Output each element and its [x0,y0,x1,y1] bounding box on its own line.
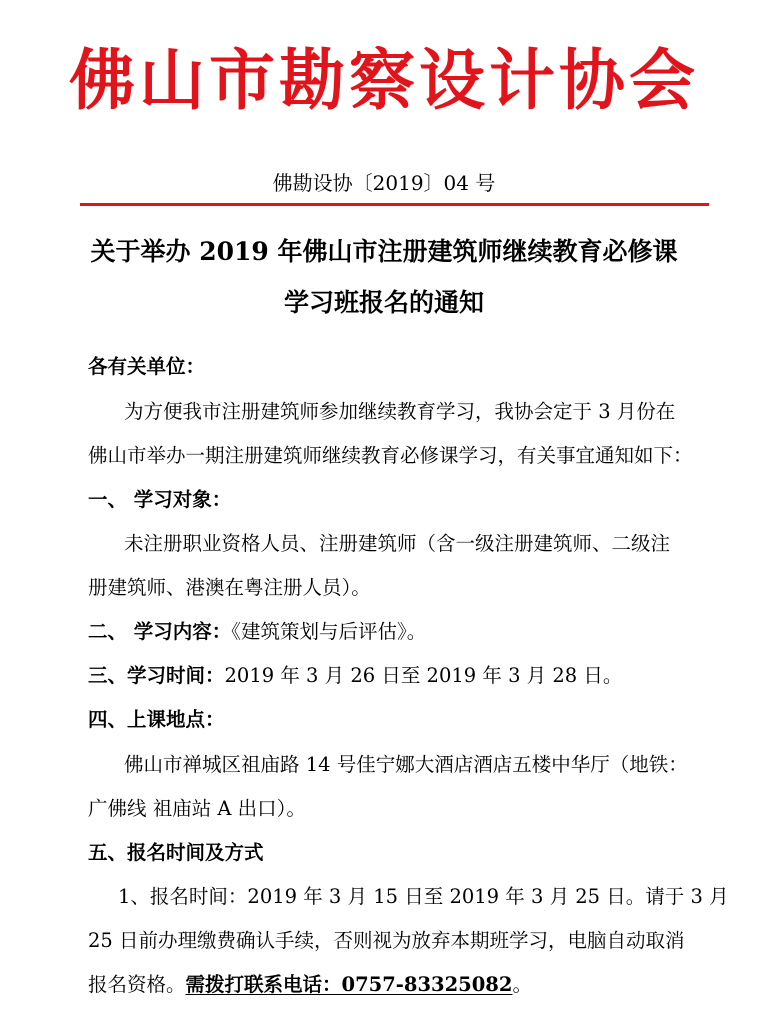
section-1-line-2: 册建筑师、港澳在粤注册人员）。 [88,576,371,599]
section-3-value: 2019 年 3 月 26 日至 2019 年 3 月 28 日。 [224,664,623,687]
intro-line-1: 为方便我市注册建筑师参加继续教育学习，我协会定于 3 月份在 [124,400,676,423]
contact-phone-number: 0757-83325082 [341,973,513,996]
organization-header: 佛山市勘察设计协会 [69,41,699,119]
section-5-line-3 [88,970,532,1000]
section-2 [88,617,426,647]
section-3-heading: 三、学习时间： [88,664,225,687]
section-4-line-1: 佛山市禅城区祖庙路 14 号佳宁娜大酒店酒店五楼中华厅（地铁： [124,753,688,776]
section-5-heading: 五、报名时间及方式 [88,841,264,864]
section-4-line-2: 广佛线 祖庙站 A 出口）。 [88,797,306,820]
section-5-line-1: 1、报名时间：2019 年 3 月 15 日至 2019 年 3 月 25 日。请于 3 月 [118,885,729,908]
contact-phone-label: 需拨打联系电话： [185,973,342,996]
header-divider [80,203,709,206]
section-5-line-3-prefix: 报名资格。 [88,973,186,996]
notice-title-line-2: 学习班报名的通知 [283,288,484,317]
section-5-line-3-suffix: 。 [512,973,532,996]
section-1-heading: 一、 学习对象： [88,488,232,511]
salutation: 各有关单位： [88,355,206,378]
notice-title-line-1: 关于举办 2019 年佛山市注册建筑师继续教育必修课 [90,237,678,266]
section-1-line-1: 未注册职业资格人员、注册建筑师（含一级注册建筑师、二级注 [124,532,671,555]
section-4-heading: 四、上课地点： [88,708,225,731]
section-5-line-2: 25 日前办理缴费确认手续，否则视为放弃本期班学习，电脑自动取消 [88,929,685,952]
section-2-value: 《建筑策划与后评估》。 [231,620,427,643]
section-2-heading: 二、 学习内容： [88,620,232,643]
intro-line-2: 佛山市举办一期注册建筑师继续教育必修课学习，有关事宜通知如下： [88,444,693,467]
document-number: 佛勘设协〔2019〕04 号 [272,171,496,195]
section-3 [88,661,622,691]
